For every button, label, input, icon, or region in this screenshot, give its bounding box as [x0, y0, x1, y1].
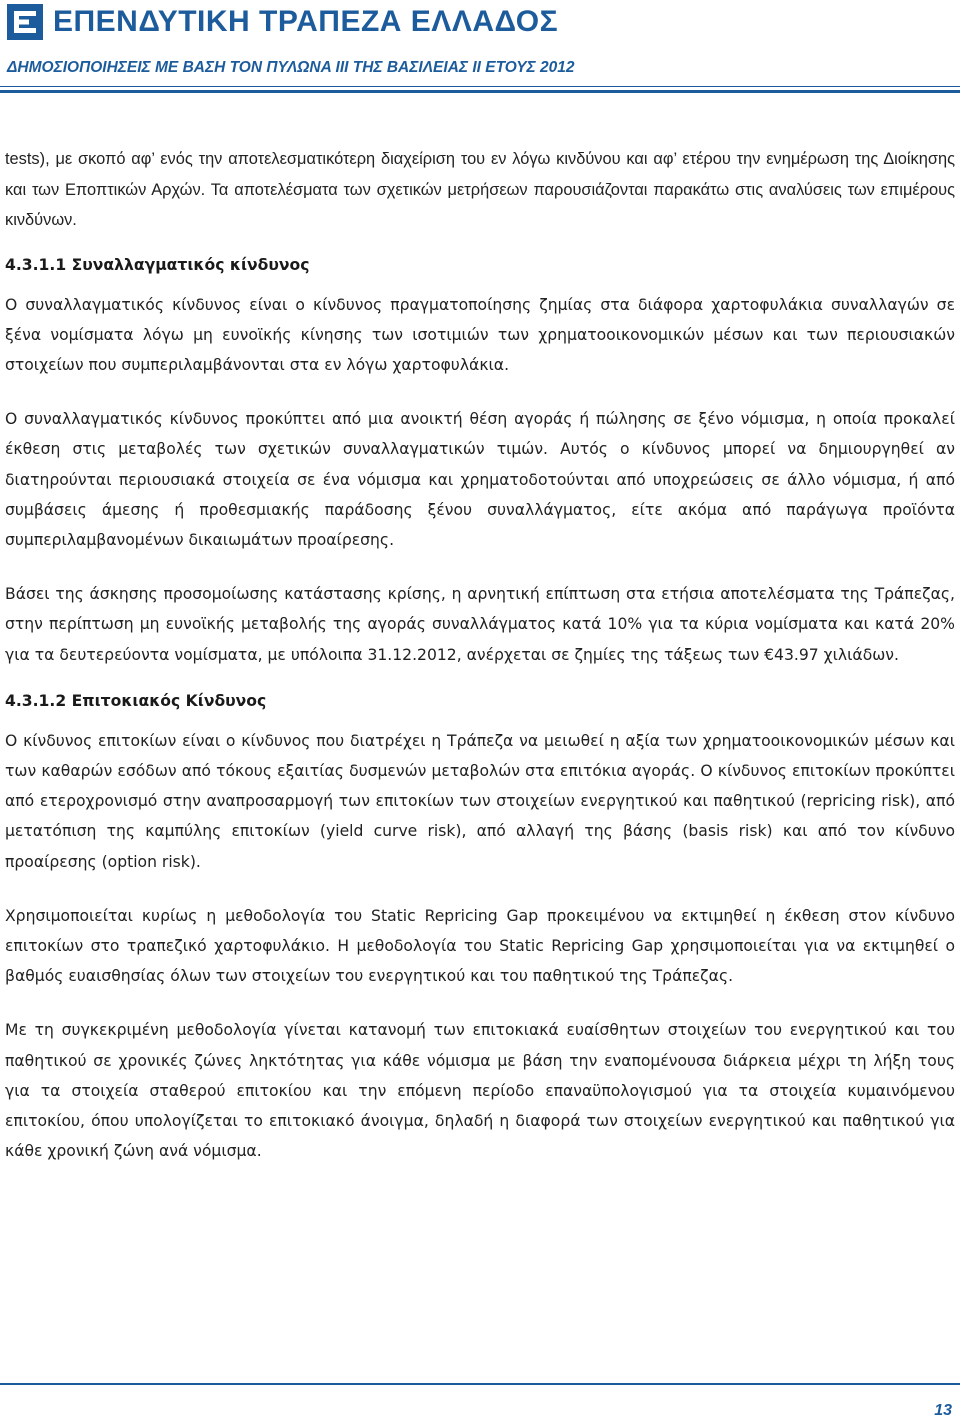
- page-header: [0, 0, 960, 100]
- interest-rate-risk-paragraph: Χρησιμοποιείται κυρίως η μεθοδολογία του Static Repricing Gap προκειμένου να εκτιμηθεί η έκθεση στον κίνδυνο επιτοκίων στο τραπεζικό χαρτοφυλάκιο. Η μεθοδολογία του Static Repricing Gap χρησιμοποιείται για να εκτιμηθεί ο βαθμός ευαισθησίας όλων των στοιχείων του ενεργητικού και του παθητικού της Τράπεζας.: [5, 906, 955, 986]
- intro-paragraph: tests), με σκοπό αφ’ ενός την αποτελεσματικότερη διαχείριση του εν λόγω κινδύνου και αφ’ ετέρου την ενημέρωση της Διοίκησης και των Εποπτικών Αρχών. Τα αποτελέσματα των σχετικών μετρήσεων παρουσιάζονται παρακάτω στις αναλύσεις των επιμέρους κινδύνων.: [5, 150, 955, 229]
- bank-name: ΕΠΕΝΔΥΤΙΚΗ ΤΡΑΠΕΖΑ ΕΛΛΑΔΟΣ: [53, 5, 559, 38]
- section-heading-interest-rate-risk: 4.3.1.2 Επιτοκιακός Κίνδυνος: [5, 691, 267, 710]
- fx-risk-paragraph: Ο συναλλαγματικός κίνδυνος είναι ο κίνδυνος πραγματοποίησης ζημίας στα διάφορα χαρτοφυλάκια συναλλαγών σε ξένα νομίσματα λόγω μη ευνοϊκής κίνησης των ισοτιμιών των χρηματοοικονομικών μέσων και των περιουσιακών στοιχείων που συμπεριλαμβάνονται στα εν λόγω χαρτοφυλάκια.: [5, 295, 955, 374]
- fx-risk-paragraph: Βάσει της άσκησης προσομοίωσης κατάστασης κρίσης, η αρνητική επίπτωση στα ετήσια αποτελέσματα της Τράπεζας, στην περίπτωση μη ευνοϊκής μεταβολής της αγοράς συναλλάγματος κατά 10% για τα κύρια νομίσματα και κατά 20% για τα δευτερεύοντα νομίσματα, με υπόλοιπα 31.12.2012, ανέρχεται σε ζημίες της τάξεως των €43.97 χιλιάδων.: [5, 585, 955, 664]
- bank-logo-icon: [7, 4, 43, 40]
- interest-rate-risk-paragraph: Ο κίνδυνος επιτοκίων είναι ο κίνδυνος που διατρέχει η Τράπεζα να μειωθεί η αξία των χρηματοοικονομικών μέσων και των καθαρών εσόδων από τόκους εξαιτίας δυσμενών μεταβολών στα επιτόκια αγοράς. Ο κίνδυνος επιτοκίων προκύπτει από ετεροχρονισμό στην αναπροσαρμογή των επιτοκίων των στοιχείων ενεργητικού και παθητικού (repricing risk), από μετατόπιση της καμπύλης επιτοκίων (yield curve risk), από αλλαγή της βάσης (basis risk) και από τον κίνδυνο προαίρεσης (option risk).: [5, 731, 955, 871]
- section-heading-fx-risk: 4.3.1.1 Συναλλαγματικός κίνδυνος: [5, 255, 310, 274]
- header-divider: [0, 86, 960, 87]
- document-body: [5, 144, 955, 1166]
- bank-logo: [7, 4, 558, 40]
- footer-divider: [0, 1383, 960, 1385]
- interest-rate-risk-paragraph: Με τη συγκεκριμένη μεθοδολογία γίνεται κατανομή των επιτοκιακά ευαίσθητων στοιχείων του ενεργητικού και του παθητικού σε χρονικές ζώνες ληκτότητας για κάθε νόμισμα με βάση την εναπομένουσα διάρκεια μέχρι τη λήξη τους για τα στοιχεία σταθερού επιτοκίου και την επόμενη περίοδο επαναϋπολογισμού για τα στοιχεία κυμαινόμενου επιτοκίου, όπου υπολογίζεται το επιτοκιακό άνοιγμα, δηλαδή η διαφορά των στοιχείων ενεργητικού και παθητικού για κάθε χρονική ζώνη ανά νόμισμα.: [5, 1021, 955, 1161]
- fx-risk-paragraph: Ο συναλλαγματικός κίνδυνος προκύπτει από μια ανοικτή θέση αγοράς ή πώλησης σε ξένο νόμισμα, η οποία προκαλεί έκθεση στις μεταβολές των σχετικών συναλλαγματικών τιμών. Αυτός ο κίνδυνος μπορεί να δημιουργηθεί αν διατηρούνται περιουσιακά στοιχεία σε ένα νόμισμα και χρηματοδοτούνται από υποχρεώσεις σε άλλο νόμισμα, ή από συμβάσεις άμεσης ή προθεσμιακής παράδοσης ξένου συναλλάγματος, είτε ακόμα από παράγωγα προϊόντα συμπεριλαμβανομένων δικαιωμάτων προαίρεσης.: [5, 410, 955, 549]
- page-number: 13: [934, 1402, 952, 1419]
- document-subtitle: ΔΗΜΟΣΙΟΠΟΙΗΣΕΙΣ ΜΕ ΒΑΣΗ ΤΟΝ ΠΥΛΩΝΑ ΙΙΙ ΤΗΣ ΒΑΣΙΛΕΙΑΣ ΙΙ ΕΤΟΥΣ 2012: [7, 59, 575, 76]
- header-divider-thick: [0, 90, 960, 93]
